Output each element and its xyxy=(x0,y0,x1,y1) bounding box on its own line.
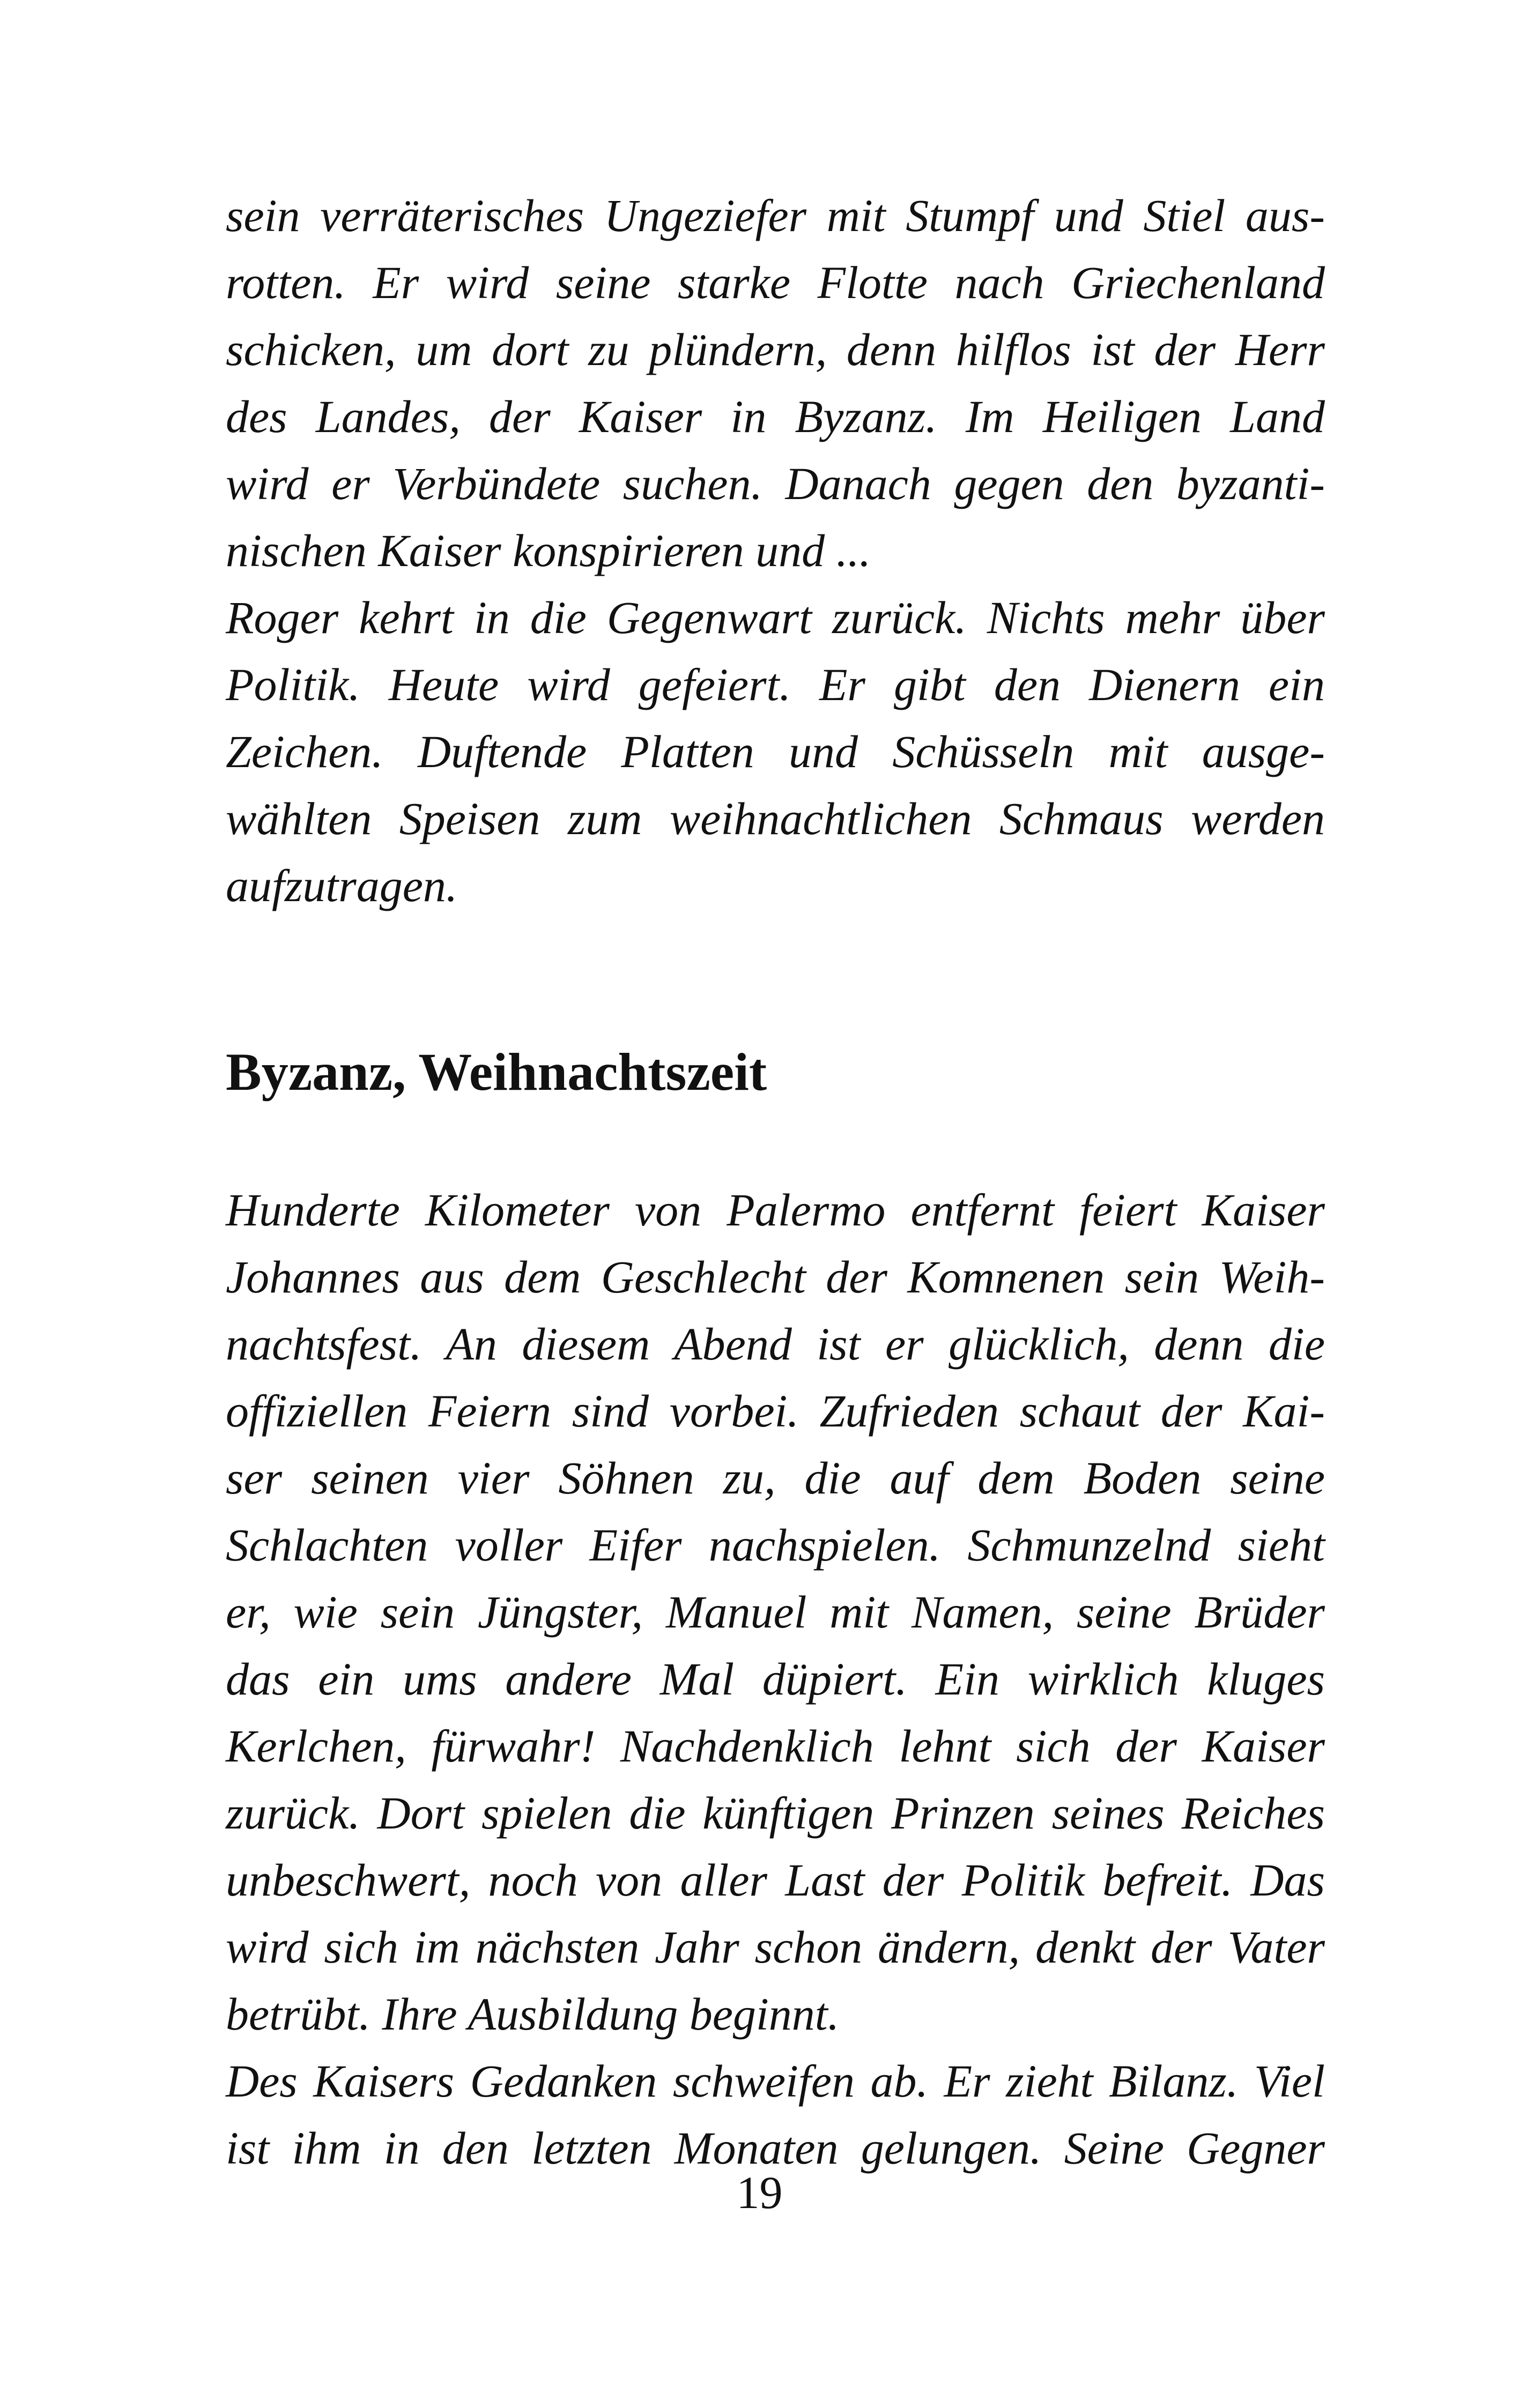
text-line: unbeschwert, noch von aller Last der Politik befreit. Das xyxy=(226,1854,1325,1906)
text-line: nischen Kaiser konspirieren und ... xyxy=(226,525,871,576)
text-line: Hunderte Kilometer von Palermo entfernt feiert Kaiser xyxy=(226,1184,1325,1236)
text-line: nachtsfest. An diesem Abend ist er glücklich, denn die xyxy=(226,1318,1325,1370)
text-line: Zeichen. Duftende Platten und Schüsseln mit ausge- xyxy=(226,726,1325,777)
text-line: rotten. Er wird seine starke Flotte nach Griechenland xyxy=(226,257,1325,308)
text-line: sein verräterisches Ungeziefer mit Stumpf und Stiel aus- xyxy=(226,190,1325,241)
text-line: offiziellen Feiern sind vorbei. Zufrieden schaut der Kai- xyxy=(226,1385,1325,1437)
text-line: er, wie sein Jüngster, Manuel mit Namen, seine Brüder xyxy=(226,1586,1325,1638)
text-line: betrübt. Ihre Ausbildung beginnt. xyxy=(226,1988,840,2040)
text-line: des Landes, der Kaiser in Byzanz. Im Heiligen Land xyxy=(226,391,1325,442)
paragraph-block-bottom xyxy=(226,1177,1325,2182)
paragraph-block-top xyxy=(226,182,1325,919)
text-line: ist ihm in den letzten Monaten gelungen. Seine Gegner xyxy=(226,2122,1325,2174)
text-line: wird er Verbündete suchen. Danach gegen den byzanti- xyxy=(226,458,1325,509)
text-line: wählten Speisen zum weihnachtlichen Schmaus werden xyxy=(226,793,1325,844)
text-line: Politik. Heute wird gefeiert. Er gibt den Dienern ein xyxy=(226,659,1325,710)
text-line: zurück. Dort spielen die künftigen Prinzen seines Reiches xyxy=(226,1787,1325,1839)
section-heading: Byzanz, Weihnachtszeit xyxy=(226,1042,767,1102)
text-line: aufzutragen. xyxy=(226,860,458,911)
text-line: Des Kaisers Gedanken schweifen ab. Er zieht Bilanz. Viel xyxy=(226,2055,1325,2107)
text-line: Roger kehrt in die Gegenwart zurück. Nichts mehr über xyxy=(226,592,1325,643)
text-line: Schlachten voller Eifer nachspielen. Schmunzelnd sieht xyxy=(226,1519,1325,1571)
text-line: Kerlchen, fürwahr! Nachdenklich lehnt sich der Kaiser xyxy=(226,1720,1325,1772)
text-line: wird sich im nächsten Jahr schon ändern, denkt der Vater xyxy=(226,1921,1325,1973)
text-line: ser seinen vier Söhnen zu, die auf dem Boden seine xyxy=(226,1452,1325,1504)
text-line: das ein ums andere Mal düpiert. Ein wirklich kluges xyxy=(226,1653,1325,1705)
text-line: Johannes aus dem Geschlecht der Komnenen sein Weih- xyxy=(226,1251,1325,1303)
text-line: schicken, um dort zu plündern, denn hilflos ist der Herr xyxy=(226,324,1325,375)
page-number: 19 xyxy=(736,2167,783,2218)
